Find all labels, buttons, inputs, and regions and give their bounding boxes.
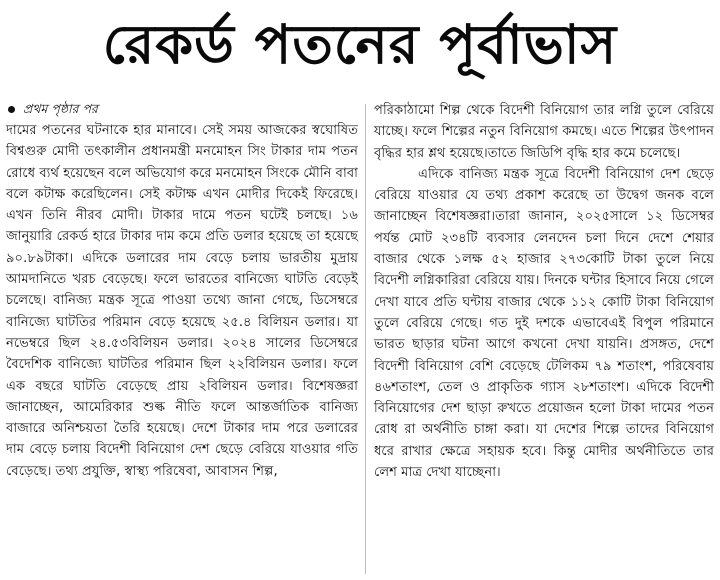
headline: রেকর্ড পতনের পূর্বাভাস <box>102 13 618 76</box>
left-column <box>6 100 358 482</box>
continuation-label: প্রথম পৃষ্ঠার পর <box>23 101 98 116</box>
article-paragraph: পরিকাঠামো শিল্প থেকে বিদেশী বিনিয়োগ তার লগ্নি তুলে বেরিয়ে যাচ্ছে। ফলে শিল্পের নতুন বিনিয়োগ কমছে। এতে শিল্পের উৎপাদন বৃদ্ধির হার শ্লথ হয়েছে।তাতে জিডিপি বৃদ্ধি হার কমে চলেছে। <box>374 103 714 161</box>
column-divider <box>365 104 366 574</box>
article-paragraph: এদিকে বানিজ্য মন্ত্রক সূত্রে বিদেশী বিনিয়োগ দেশ ছেড়ে বেরিয়ে যাওয়ার যে তথ্য প্রকাশ করেছে তা উদ্বেগ জনক বলে জানাচ্ছেন বিশেষজ্ঞরা।তারা জানান, ২০২৫সালে ১২ ডিসেম্বর পর্যন্ত মোট ২৩৪টি ব্যবসার লেনদেন চলা দিনে দেশে শেয়ার বাজার থেকে ১লক্ষ ৫২ হাজার ২৭৩কোটি টাকা তুলে নিয়ে বিদেশী লগ্নিকারিরা বেরিয়ে যায়। দিনকে ঘন্টার হিসাবে নিয়ে গেলে দেখা যাবে প্রতি ঘন্টায় বাজার থেকে ১১২ কোটি টাকা বিনিয়োগ তুলে বেরিয়ে গেছে। গত দুই দশকে এভাবেএই বিপুল পরিমানে ভারত ছাড়ার ঘটনা আগে কখনো দেখা যায়নি। প্রসঙ্গত, দেশে বিদেশী বিনিয়োগ বেশি বেড়েছে টেলিকম ৭৯ শতাংশ, পরিষেবায় ৪৬শতাংশ, তেল ও প্রাকৃতিক গ্যাস ২৮শতাংশ। এদিকে বিদেশী বিনিয়োগের দেশ ছাড়া রুখতে প্রয়োজন হলো টাকা দামের পতন রোধ রা অর্থনীতি চাঙ্গা করা। যা দেশের শিল্পে তাদের বিনিয়োগ ধরে রাখার ক্ষেত্রে সহায়ক হবে। কিন্তু মোদীর অর্থনীতিতে তার লেশ মাত্র দেখা যাচ্ছেনা। <box>374 166 714 481</box>
right-column <box>374 100 714 483</box>
bullet-icon <box>8 106 15 113</box>
continuation-marker <box>6 100 358 118</box>
article-paragraph: দামের পতনের ঘটনাকে হার মানাবে। সেই সময় আজকের স্বঘোষিত বিশ্বগুরু মোদী তৎকালীন প্রধানমন্ত্রী মনমোহন সিং টাকার দাম পতন রোধে ব্যর্থ হয়েছেন বলে অভিযোগ করে মনমোহন সিংকে মৌনি বাবা বলে কটাক্ষ করেছিলেন। সেই কটাক্ষ এখন মোদীর দিকেই ফিরেছে। এখন তিনি নীরব মোদী। টাকার দামে পতন ঘটেই চলছে। ১৬ জানুয়ারি রেকর্ড হারে টাকার দাম কমে প্রতি ডলার হয়েছে তা হয়েছে ৯০.৮৯টাকা। এদিকে ডলারের দাম বেড়ে চলায় ভারতীয় মুদ্রায় আমদানিতে খরচ বেড়েছে। ফলে ভারতের বানিজ্যে ঘাটতি বেড়েই চলেছে। বানিজ্য মন্ত্রক সূত্রে পাওয়া তথ্যে জানা গেছে, ডিসেম্বরে বানিজ্যে ঘাটতির পরিমান বেড়ে হয়েছে ২৫.৪ বিলিয়ন ডলার। যা নভেম্বরে ছিল ২৪.৫৩বিলিয়ন ডলার। ২০২৪ সালের ডিসেম্বরে বৈদেশিক বানিজ্যে ঘাটতির পরিমান ছিল ২২বিলিয়ন ডলার। ফলে এক বছরে ঘাটতি বেড়েছে প্রায় ২বিলিয়ন ডলার। বিশেষজ্ঞরা জানাচ্ছেন, আমেরিকার শুল্ক নীতি ফলে আন্তর্জাতিক বানিজ্য বাজারে অনিশ্চয়তা তৈরি হয়েছে। দেশে টাকার দাম পরে ডলারের দাম বেড়ে চলায় বিদেশী বিনিয়োগ দেশ ছেড়ে বেরিয়ে যাওয়ার গতি বেড়েছে। তথ্য প্রযুক্তি, স্বাস্থ্য পরিষেবা, আবাসন শিল্প, <box>6 123 358 479</box>
